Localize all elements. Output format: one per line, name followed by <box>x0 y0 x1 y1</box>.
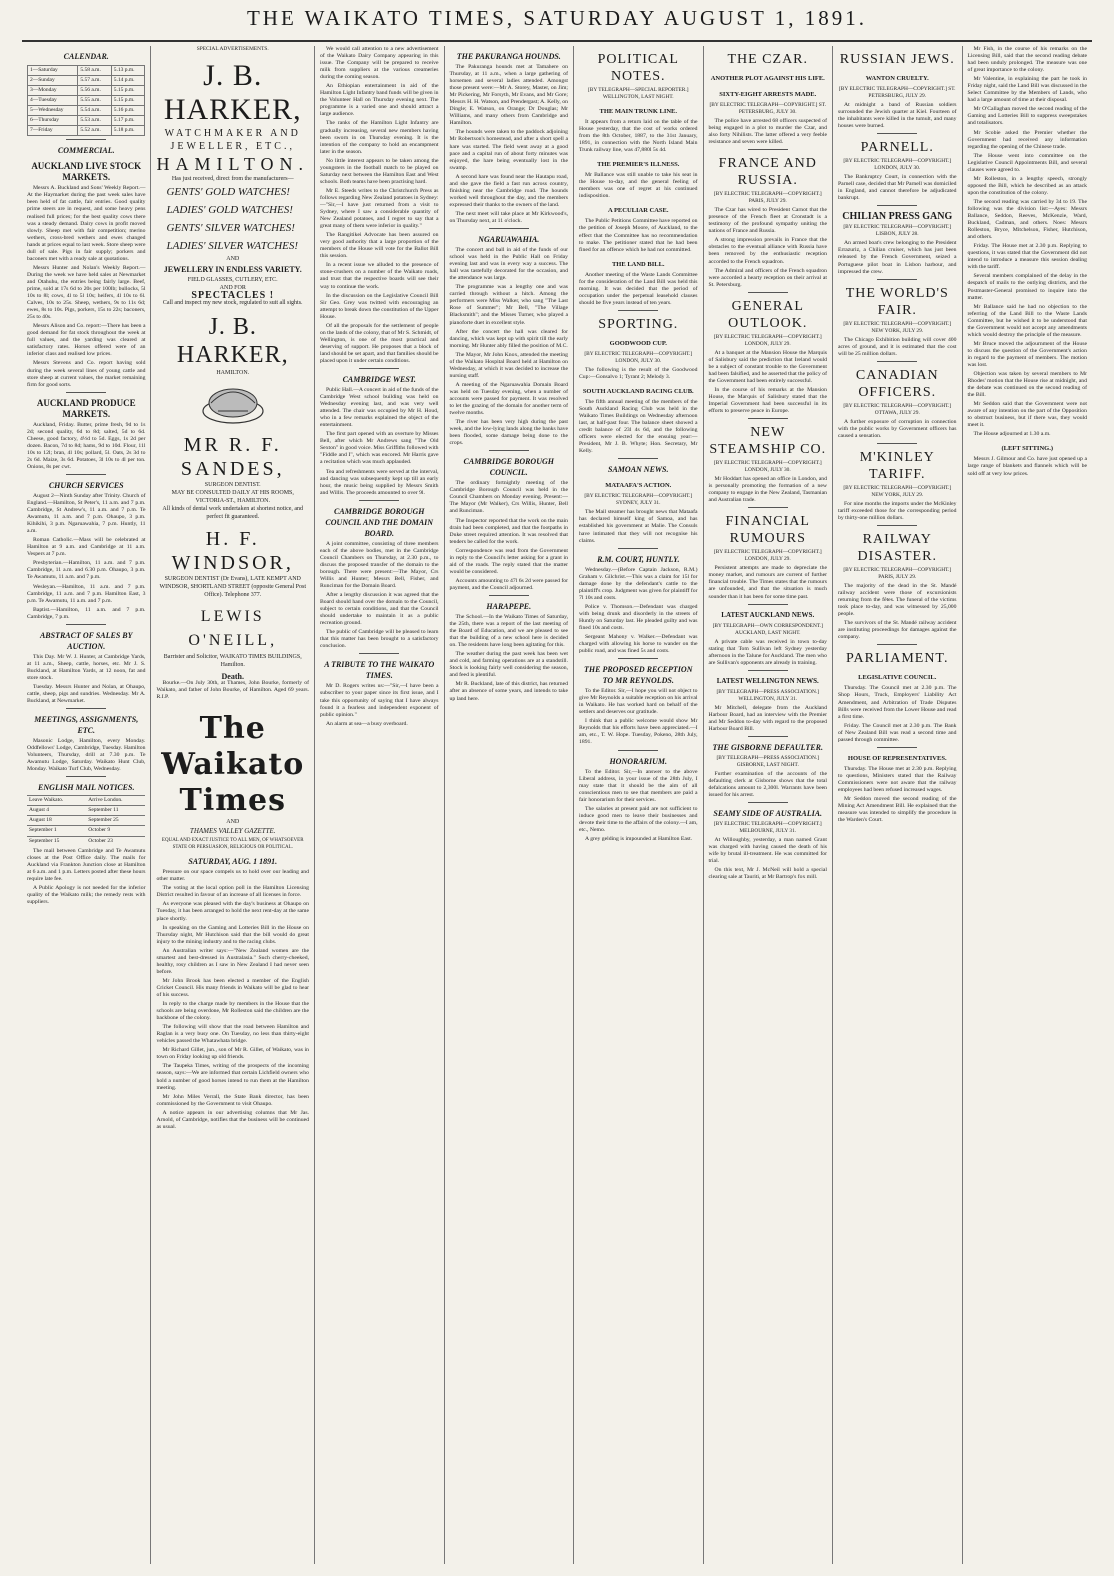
oneill-name: LEWIS O'NEILL, <box>188 608 278 650</box>
watchmaker-label: WATCHMAKER AND JEWELLER, ETC., <box>164 128 301 152</box>
windsor-name: H. F. WINDSOR, <box>171 528 294 575</box>
divider <box>66 708 106 709</box>
parnell-heading: PARNELL. <box>860 140 934 156</box>
watch-line: GENTS' SILVER WATCHES! <box>166 222 295 234</box>
borough-council-heading: CAMBRIDGE BOROUGH COUNCIL AND THE DOMAIN BOARD. <box>325 506 434 538</box>
divider <box>877 361 917 362</box>
divider <box>748 802 788 803</box>
divider <box>66 776 106 777</box>
financial-heading: FINANCIAL RUMOURS <box>725 514 810 547</box>
harker-advert: J. B. HARKER, WATCHMAKER AND JEWELLER, ETC., HAMILTON. Has just received, direct from the manufacturers— GENTS' GOLD WATCHES! LADIES' GOLD WATCHES! GENTS' SILVER WATCHES! LADIES' SILVER WATCHES! AND JEWELLERY IN ENDLESS VARIETY. FIELD GLASSES, CUTLERY, ETC. AND FOR SPECTACLES ! Call and inspect my new stock, regulated to suit all sights. J. B. HARKER, HAMILTON. MR R. F. SANDES, SURGEON DENTIST. MAY BE CONSULTED DAILY AT HIS ROOMS, VICTORIA-ST., HAMILTON. All kinds of dental work undertaken at shortest notice, and perfect fit guaranteed. H. F. WINDSOR, SURGEON DENTIST (Dr Evans), LATE KEMPT AND WINDSOR, SHORTLAND STREET (opposite General Post Office). Telephone 377. LEWIS O'NEILL, Barrister and Solicitor, WAIKATO TIMES BUILDINGS, Hamilton. Death. <box>156 59 309 682</box>
latest-auckland-heading: LATEST AUCKLAND NEWS. <box>721 610 815 619</box>
divider <box>877 644 917 645</box>
watch-line: GENTS' GOLD WATCHES! <box>166 186 290 198</box>
watch-line: LADIES' GOLD WATCHES! <box>166 204 293 216</box>
divider <box>748 292 788 293</box>
meetings-heading: MEETINGS, ASSIGNMENTS, ETC. <box>34 715 139 736</box>
france-russia-heading: FRANCE AND RUSSIA. <box>718 156 817 189</box>
divider <box>877 747 917 748</box>
mail-heading: ENGLISH MAIL NOTICES. <box>38 783 135 793</box>
divider <box>618 458 658 459</box>
divider <box>66 624 106 625</box>
divider <box>489 450 529 451</box>
railway-heading: RAILWAY DISASTER. <box>857 532 937 565</box>
divider <box>877 205 917 206</box>
divider <box>359 368 399 369</box>
czar-subheading: ANOTHER PLOT AGAINST HIS LIFE. <box>710 75 825 82</box>
arrests-heading: SIXTY-EIGHT ARRESTS MADE. <box>719 91 817 98</box>
divider <box>748 736 788 737</box>
ngaruawahia-heading: NGARUAWAHIA. <box>478 235 540 245</box>
gisborne-heading: THE GISBORNE DEFAULTER. <box>712 742 823 752</box>
cambridge-council-heading: CAMBRIDGE BOROUGH COUNCIL. <box>463 457 554 478</box>
paper-title: The Waikato Times <box>161 711 305 819</box>
goodwood-heading: GOODWOOD CUP. <box>609 339 667 347</box>
divider <box>748 604 788 605</box>
worlds-fair-heading: THE WORLD'S FAIR. <box>845 285 949 318</box>
wanton-heading: WANTON CRUELTY. <box>865 75 929 82</box>
watch-line: LADIES' SILVER WATCHES! <box>166 240 299 252</box>
cambridge-west-heading: CAMBRIDGE WEST. <box>342 375 416 385</box>
spectacles-label: SPECTACLES ! <box>191 290 275 301</box>
divider <box>489 595 529 596</box>
column-8: Mr Fish, in the course of his remarks on the Licensing Bill, said that the second reading debate had been unduly prolonged. The measure was one of great importance to the colony. Mr Valentine, in explaining the part he took in Friday night, said the Land Bill was discussed in the Select Committee by the Members of Lands, who had a large amount of time at their disposal. Mr O'Callaghan moved the second reading of the Gaming and Lotteries Bill to suppress sweepstakes and totalisators. Mr Scobie asked the Premier whether the Government had received any information regarding the opening of the Chinese trade. The House went into committee on the Legislative Council Appointments Bill, and several clauses were agreed to. Mr Rolleston, in a lengthy speech, strongly opposed the Bill, which he described as an attack upon the constitution of the colony. The second reading was carried by 34 to 19. The following was the division list:—Ayes: Messrs Ballance, Seddon, Reeves, McKenzie, Ward, Buckland, Cadman, and others. Noes: Messrs Rolleston, Bryce, Mitchelson, Fisher, Hutchison, and others. Friday. The House met at 2.30 p.m. Replying to questions, it was stated that the Government did not intend to introduce a measure this session dealing with the tariff. Several members complained of the delay in the despatch of mails to the outlying districts, and the Postmaster-General promised to inquire into the matter. Mr Ballance said he had no objection to the referring of the Land Bill to the Waste Lands Committee, but he wished it to be understood that the Government would not accept any amendments which would destroy the principle of the measure. Mr Bruce moved the adjournment of the House to discuss the question of the Government's action in regard to the payment of members. The motion was lost. Objection was taken by several members to Mr Rhodes' motion that the House rise at midnight, and the debate was continued on the second reading of the Bill. Mr Seddon said that the Government were not aware of any intention on the part of the Opposition to obstruct business, but if there was, they would meet it. The House adjourned at 1.30 a.m. (LEFT SITTING.) Messrs J. Gilmour and Co. have just opened up a large range of blankets and flannels which will be sold off at very low prices. <box>967 46 1087 477</box>
pakuranga-heading: THE PAKURANGA HOUNDS. <box>456 52 561 61</box>
column-1: CALENDAR. 1—Saturday 5.58 a.m. 5.13 p.m. 2—Sunday 5.57 a.m. 5.14 p.m. 3—Monday 5.56 a.m. 5.15 p.m. 4—Tuesday 5.55 a.m. 5.15 p.m. 5—Wednesday 5.54 a.m. 5.16 p.m. 6—Thursday 5.53 a.m. 5.17 p.m. 7—Friday 5.52 a.m. 5.18 p.m. COMMERCIAL. AUCKLAND LIVE STOCK MARKETS. Messrs A. Buckland and Sons' Weekly Report.—At the Haymarket during the past week sales have been held of fat cattle, fair entries. Good quality prime steers are in request, and some heavy pens realised full prices; for the best quality cows there was a steady demand. Dairy cows in profit moved slowly. Sheep met with fair competition; merino wethers, cross-bred wethers and ewes changed hands at prices equal to last week. Store sheep were dull of sale. Pigs in fair supply; porkers and baconers met with a ready sale at quotations. Messrs Hunter and Nolan's Weekly Report.—During the week we have held sales at Newmarket and Otahuhu, the entries being fairly large. Beef, prime, sold at 17s 6d to 20s per 100lb; bullocks, 5l 10s to 8l; cows, 4l to 5l 10s; heifers, 4l 10s to 6l. Calves, 10s to 25s. Sheep, wethers, 9s to 11s 6d; ewes, 8s to 10s. Pigs, porkers, 15s to 22s; baconers, 25s to 40s. Messrs Alison and Co. report:—There has been a good demand for fat stock throughout the week at full values, and the yarding was cleared at satisfactory rates. Horses offered were of an inferior class and realised low prices. Messrs Stevens and Co. report having sold during the week several lines of young cattle and store sheep at current values, the market remaining firm for good sorts. AUCKLAND PRODUCE MARKETS. Auckland, Friday. Butter, prime fresh, 9d to 1s 2d; second quality, 6d to 8d; salted, 5d to 6d. Cheese, good factory, 4½d to 5d. Eggs, 1s 2d per dozen. Bacon, 7d to 8d; hams, 9d to 10d. Flour, 11l 10s to 12l; bran, 4l 10s; pollard, 5l. Oats, 2s 3d to 2s 6d. Maize, 3s 6d. Potatoes, 3l 10s to 4l per ton. Onions, 8s per cwt. CHURCH SERVICES August 2—Ninth Sunday after Trinity. Church of England.—Hamilton, St Peter's, 11 a.m. and 7 p.m. Cambridge, St Andrew's, 11 a.m. and 7 p.m. Te Awamutu, 11 a.m. and 7 p.m. Ohaupo, 3 p.m. Kihikihi, 3 p.m. Ngaruawahia, 7 p.m. Huntly, 11 a.m. Roman Catholic.—Mass will be celebrated at Hamilton at 9 a.m. and Cambridge at 11 a.m. Vespers at 7 p.m. Presbyterian.—Hamilton, 11 a.m. and 7 p.m. Cambridge, 11 a.m. and 6.30 p.m. Ohaupo, 3 p.m. Te Awamutu, 11 a.m. and 7 p.m. Wesleyan.—Hamilton, 11 a.m. and 7 p.m. Cambridge, 11 a.m. and 7 p.m. Hamilton East, 3 p.m. Te Awamutu, 11 a.m. and 7 p.m. Baptist.—Hamilton, 11 a.m. and 7 p.m. Cambridge, 7 p.m. ABSTRACT OF SALES BY AUCTION. This Day. Mr W. J. Hunter, at Cambridge Yards, at 11 a.m., Sheep, cattle, horses, etc. Mr J. S. Buckland, at Hamilton Yards, at 12 noon, fat and store stock. Tuesday. Messrs Hunter and Nolan, at Ohaupo, cattle, sheep, pigs and sundries. Wednesday. Mr A. Buckland, at Newmarket. MEETINGS, ASSIGNMENTS, ETC. Masonic Lodge, Hamilton, every Monday. Oddfellows' Lodge, Cambridge, Tuesday. Hamilton Volunteers, Thursday, drill at 7.30 p.m. Te Awamutu Lodge, Saturday. Waikato Hunt Club, Monday. Waikato Turf Club, Wednesday. ENGLISH MAIL NOTICES. Leave Waikato. Arrive London. August 4 September 11 August 18 September 25 September 1 October 9 September 15 October 23 The mail between Cambridge and Te Awamutu closes at the Post Office daily. The mails for Auckland via Frankton Junction close at Hamilton at 6 a.m. and 1 p.m. Letters posted after these hours require late fee. A Public Apology is not needed for the inferior quality of the Waikato milk; the remedy rests with suppliers. <box>22 46 151 1564</box>
jewellery-label: JEWELLERY IN ENDLESS VARIETY. <box>163 265 302 274</box>
divider <box>748 507 788 508</box>
date-line: SATURDAY, AUG. 1 1891. <box>188 857 278 867</box>
column-6: THE CZAR. ANOTHER PLOT AGAINST HIS LIFE. SIXTY-EIGHT ARRESTS MADE. [BY ELECTRIC TELEGRAPH—COPYRIGHT.] ST. PETERSBURG, JULY 30. The police have arrested 68 officers suspected of being engaged in a plot to murder the Czar, and also forty Nihilists. The latter offered a very feeble resistance and seven were killed. FRANCE AND RUSSIA. [BY ELECTRIC TELEGRAPH—COPYRIGHT.] PARIS, JULY 29. The Czar has wired to President Carnot that the presence of the French fleet at Cronstadt is a testimony of the profound sympathy uniting the nations of France and Russia. A strong impression prevails in France that the obstacles to the eventual alliance with Russia have been removed by the enthusiastic reception accorded to the French squadron. The Admiral and officers of the French squadron were accorded a hearty reception on their arrival at St. Petersburg. GENERAL OUTLOOK. [BY ELECTRIC TELEGRAPH—COPYRIGHT.] LONDON, JULY 29. At a banquet at the Mansion House the Marquis of Salisbury said the prediction that Ireland would be a subject of constant trouble to the Government had been falsified, and he asserted that the policy of the Government had been entirely successful. In the course of his remarks at the Mansion House, the Marquis of Salisbury stated that the Imperial Government had been successful in its efforts to preserve peace in Europe. NEW STEAMSHIP CO. [BY ELECTRIC TELEGRAPH—COPYRIGHT.] LONDON, JULY 30. Mr Hoddart has opened an office in London, and is personally promoting the formation of a new company to engage in the New Zealand, Tasmanian and Australian trade. FINANCIAL RUMOURS [BY ELECTRIC TELEGRAPH—COPYRIGHT.] LONDON, JULY 29. Persistent attempts are made to depreciate the money market, and rumours are current of further financial trouble. The Times states that the rumours are unfounded, and that the situation is much sounder than it has been for some time past. LATEST AUCKLAND NEWS. [BY TELEGRAPH—OWN CORRESPONDENT.] AUCKLAND, LAST NIGHT. A private cable was received in town to-day stating that Tom Sullivan left Sydney yesterday afternoon in the Talune for Auckland. The men who are Sullivan's opponents are already in training. LATEST WELLINGTON NEWS. [BY TELEGRAPH—PRESS ASSOCIATION.] WELLINGTON, JULY 31. Mr Mitchell, delegate from the Auckland Harbour Board, had an interview with the Premier and Mr Seddon to-day with regard to the proposed Harbour Board Bill. THE GISBORNE DEFAULTER. [BY TELEGRAPH—PRESS ASSOCIATION.] GISBORNE, LAST NIGHT. Further examination of the accounts of the defaulting clerk at Gisborne shows that the total defalcations amount to 2,300l. Warrants have been issued for his arrest. SEAMY SIDE OF AUSTRALIA. [BY ELECTRIC TELEGRAPH—COPYRIGHT.] MELBOURNE, JULY 31. At Willoughby, yesterday, a man named Grant was charged with having caused the death of his wife by brutal ill-treatment. He was committed for trial. On this text, Mr J. McNeil will hold a special clearing sale at Tauriti, at Mr Bartrop's fox mill. <box>704 46 834 1564</box>
sandes-name: MR R. F. SANDES, <box>180 434 285 481</box>
masthead: THE WAIKATO TIMES, SATURDAY AUGUST 1, 1891. <box>246 6 868 30</box>
divider <box>877 443 917 444</box>
chilian-heading: CHILIAN PRESS GANG <box>842 211 953 223</box>
political-heading: POLITICAL NOTES. <box>597 52 679 84</box>
divider <box>748 670 788 671</box>
column-7: RUSSIAN JEWS. WANTON CRUELTY. [BY ELECTRIC TELEGRAPH—COPYRIGHT.] ST. PETERSBURG, JULY 29. At midnight a band of Russian soldiers surrounded the Jewish quarter at Kiel. Fourteen of the inhabitants were killed in the tumult, and many houses were burned. PARNELL. [BY ELECTRIC TELEGRAPH—COPYRIGHT.] LONDON, JULY 30. The Bankruptcy Court, in connection with the Parnell case, decided that Mr Parnell was domiciled in England, and cannot therefore be adjudicated bankrupt. CHILIAN PRESS GANG [BY ELECTRIC TELEGRAPH—COPYRIGHT.] LISBON, JULY 28. An armed boat's crew belonging to the President Errazuriz, a Chilian cruiser, which has just been released by the French Government, seized a Portuguese pilot boat in Lisbon harbour, and impressed the crew. THE WORLD'S FAIR. [BY ELECTRIC TELEGRAPH—COPYRIGHT.] NEW YORK, JULY 29. The Chicago Exhibition building will cover 400 acres of ground, and it is estimated that the cost will be 25 million dollars. CANADIAN OFFICERS. [BY ELECTRIC TELEGRAPH—COPYRIGHT.] OTTAWA, JULY 29. A further exposure of corruption in connection with the public works by Government officers has caused a sensation. M'KINLEY TARIFF. [BY ELECTRIC TELEGRAPH—COPYRIGHT.] NEW YORK, JULY 29. For nine months the imports under the McKinley tariff exceeded those for the corresponding period by thirty-one million dollars. RAILWAY DISASTER. [BY ELECTRIC TELEGRAPH—COPYRIGHT.] PARIS, JULY 29. The majority of the dead in the St. Mandé railway accident were those of excursionists returning from the fêtes. The funeral of the victims took place to-day, and was witnessed by 25,000 people. The survivors of the St. Mandé railway accident are instituting proceedings for damages against the company. PARLIAMENT. LEGISLATIVE COUNCIL. Thursday. The Council met at 2.30 p.m. The Shop Hours, Truck, Employers' Liability Act Amendment, and Arbitration of Trade Disputes Bills were received from the Lower House and read a first time. Friday. The Council met at 2.30 p.m. The Bank of New Zealand Bill was read a second time and passed through committee. HOUSE OF REPRESENTATIVES. Thursday. The House met at 2.30 p.m. Replying to questions, Ministers stated that the Railway Commissioners were not aware that the railway employees had been refused increased wages. Mr Seddon moved the second reading of the Mining Act Amendment Bill. He explained that the measure was intended to simplify the procedure in the Warden's Court. <box>833 46 963 1564</box>
calendar-heading: CALENDAR. <box>63 52 109 61</box>
calendar-table: 1—Saturday 5.58 a.m. 5.13 p.m. 2—Sunday 5.57 a.m. 5.14 p.m. 3—Monday 5.56 a.m. 5.15 p.m. 4—Tuesday 5.55 a.m. 5.15 p.m. 5—Wednesday 5.54 a.m. 5.16 p.m. 6—Thursday 5.53 a.m. 5.17 p.m. 7—Friday 5.52 a.m. 5.18 p.m. <box>27 65 145 136</box>
rm-court-heading: R.M. COURT, HUNTLY. <box>597 554 680 564</box>
general-outlook-heading: GENERAL OUTLOOK. <box>728 298 808 331</box>
left-sitting-label: (LEFT SITTING.) <box>1001 445 1054 453</box>
latest-wellington-heading: LATEST WELLINGTON NEWS. <box>716 676 819 685</box>
tribute-heading: A TRIBUTE TO THE WAIKATO TIMES. <box>324 660 435 681</box>
column-5: POLITICAL NOTES. [BY TELEGRAPH—SPECIAL REPORTER.] WELLINGTON, LAST NIGHT. THE MAIN TRUNK LINE. It appears from a return laid on the table of the House yesterday, that the cost of works ordered from the 8th October, 1887, to the 31st January, 1891, in connection with the North Island Main Trunk railway line, was 47,880l 5s 4d. THE PREMIER'S ILLNESS. Mr Ballance was still unable to take his seat in the House to-day, and the general feeling of members was one of regret at his continued indisposition. A PECULIAR CASE. The Public Petitions Committee have reported on the petition of Joseph Moore, of Auckland, to the effect that the Committee has no recommendation to make. The petitioner stated that he had been fined for an offence which he had not committed. THE LAND BILL. Another meeting of the Waste Lands Committee for the consideration of the Land Bill was held this morning. It was decided that the period of occupation under the perpetual leasehold clauses should be five years instead of ten years. SPORTING. GOODWOOD CUP. [BY ELECTRIC TELEGRAPH—COPYRIGHT.] LONDON, JULY 30. The following is the result of the Goodwood Cup:—Gonsalvo 1; Tyrant 2; Melody 3. SOUTH AUCKLAND RACING CLUB. The fifth annual meeting of the members of the South Auckland Racing Club was held in the Waikato Times Buildings on Wednesday afternoon last, at half-past four. The balance sheet showed a credit balance of 23l 4s 6d, and the following officers were elected for the ensuing year:—President, Mr J. B. Whyte; Hon. Secretary, Mr Kelly. SAMOAN NEWS. MATAAFA'S ACTION. [BY ELECTRIC TELEGRAPH—COPYRIGHT.] SYDNEY, JULY 31. The Mail steamer has brought news that Mataafa has declared himself king of Samoa, and has established his government at Malie. The Consuls have intimated that they will not recognise his claims. R.M. COURT, HUNTLY. Wednesday.—(Before Captain Jackson, R.M.) Graham v. Gilchrist.—This was a claim for 15l for damage done by the defendant's cattle to the plaintiff's crop. Judgment was given for plaintiff for 7l 10s and costs. Police v. Thomson.—Defendant was charged with being drunk and disorderly in the streets of Huntly on Saturday last. He pleaded guilty and was fined 10s and costs. Sergeant Mahony v. Walker.—Defendant was charged with allowing his horse to wander on the public road, and was fined 5s and costs. THE PROPOSED RECEPTION TO MR REYNOLDS. To the Editor. Sir,—I hope you will not object to give Mr Reynolds a suitable reception on his arrival in Waikato. He has worked hard on behalf of the settlers and deserves our gratitude. I think that a public welcome would show Mr Reynolds that his efforts have been appreciated.—I am, etc., T. W. Hope. Tuesday, Pokeno, 28th July, 1891. HONORARIUM. To the Editor. Sir,—In answer to the above Liberal address, in your issue of the 28th July, I may state that it should be the aim of all conscientious men to see that members are paid a fair honorarium for their services. The salaries at present paid are not sufficient to induce good men to leave their businesses and devote their time to the affairs of the colony.—I am, etc., Nemo. A grey gelding is impounded at Hamilton East. <box>574 46 704 1564</box>
columns <box>22 46 1092 1564</box>
seamy-heading: SEAMY SIDE OF AUSTRALIA. <box>713 809 823 819</box>
divider <box>877 525 917 526</box>
sandes-sub: SURGEON DENTIST. <box>204 482 261 489</box>
column-4: THE PAKURANGA HOUNDS. The Pakuranga hounds met at Tamahere on Thursday, at 11 a.m., when a large gathering of horsemen and several ladies attended. Amongst those present were:—Mr A. Storey, Master, on Jim; Mr Pickering, Mr Forsyth, Mr Evans, and Mr Gore; Messrs H. H. Watson, and Prendergast; A. Kelly, on Dingle; E. Watson, on Orange; Dr Douglas; Mr Williams, and many others from Cambridge and Hamilton. The hounds were taken to the paddock adjoining Mr Robertson's homestead, and after a short spell a hare was started. The field went away at a good pace and a capital run of about forty minutes was enjoyed, the hare being eventually lost in the swamp. A second hare was found near the Hautapu road, and she gave the field a fast run across country, finishing near the Cambridge road. The hounds worked well throughout the day, and the members expressed their thanks to the owners of the land. The next meet will take place at Mr Kirkwood's, on Thursday next, at 11 o'clock. NGARUAWAHIA. The concert and ball in aid of the funds of our school was held in the Public Hall on Friday evening last and was in every way a success. The hall was tastefully decorated for the occasion, and the attendance was large. The programme was a lengthy one and was carried through without a hitch. Among the performers were Miss Walker, who sang "The Last Rose of Summer"; Mr Bell, "The Village Blacksmith"; and the Misses Turner, who played a pianoforte duet in excellent style. After the concert the hall was cleared for dancing, which was kept up with spirit till the early morning. Mr Hunter ably filled the position of M.C. The Mayor, Mr John Knox, attended the meeting of the Waikato Hospital Board held at Hamilton on Wednesday, at which it was decided to increase the nursing staff. A meeting of the Ngaruawahia Domain Board was held on Tuesday evening, when a number of accounts were passed for payment. It was resolved to let the grazing of the domain for another term of twelve months. The river has been very high during the past week, and the low-lying lands along the banks have been flooded, some damage being done to the crops. CAMBRIDGE BOROUGH COUNCIL. The ordinary fortnightly meeting of the Cambridge Borough Council was held in the Council Chambers on Monday evening. Present:—The Mayor (Mr Walker), Crs Willis, Hunter, Bell and Runciman. The Inspector reported that the work on the main drain had been completed, and that the footpaths in Duke street required attention. It was resolved that tenders be called for the work. Correspondence was read from the Government in reply to the Council's letter asking for a grant in aid of the roads. The reply stated that the matter would be considered. Accounts amounting to 47l 6s 2d were passed for payment, and the Council adjourned. HARAPEPE. The School.—In the Waikato Times of Saturday, the 25th, there was a report of the last meeting of the Board of Education, and we are pleased to see that the building of a new school here is decided on. The residents have long been agitating for this. The weather during the past week has been wet and cold, and farming operations are at a standstill. Stock is looking fairly well considering the season, and feed is plentiful. Mr R. Buckland, late of this district, has returned after an absence of some years, and intends to take up land here. <box>445 46 575 1564</box>
harapepe-heading: HARAPEPE. <box>486 602 532 611</box>
divider <box>618 750 658 751</box>
abstract-heading: ABSTRACT OF SALES BY AUCTION. <box>39 630 133 651</box>
hamilton-label: HAMILTON. <box>156 154 309 174</box>
samoan-heading: SAMOAN NEWS. <box>608 465 669 475</box>
divider <box>359 653 399 654</box>
auckland-market-heading: AUCKLAND LIVE STOCK MARKETS. <box>31 161 142 183</box>
house-reps-heading: HOUSE OF REPRESENTATIVES. <box>847 754 947 762</box>
proposed-reception-heading: THE PROPOSED RECEPTION TO MR REYNOLDS. <box>584 665 693 686</box>
divider <box>877 133 917 134</box>
divider <box>359 500 399 501</box>
produce-heading: AUCKLAND PRODUCE MARKETS. <box>36 397 136 419</box>
harker-name: J. B. HARKER, <box>163 59 302 126</box>
sporting-heading: SPORTING. <box>598 316 679 332</box>
column-2: SPECIAL ADVERTISEMENTS. J. B. HARKER, WATCHMAKER AND JEWELLER, ETC., HAMILTON. Has just received, direct from the manufacturers— GENTS' GOLD WATCHES! LADIES' GOLD WATCHES! GENTS' SILVER WATCHES! LADIES' SILVER WATCHES! AND JEWELLERY IN ENDLESS VARIETY. FIELD GLASSES, CUTLERY, ETC. AND FOR SPECTACLES ! Call and inspect my new stock, regulated to suit all sights. J. B. HARKER, HAMILTON. MR R. F. SANDES, SURGEON DENTIST. MAY BE CONSULTED DAILY AT HIS ROOMS, VICTORIA-ST., HAMILTON. All kinds of dental work undertaken at shortest notice, and perfect fit guaranteed. H. F. WINDSOR, SURGEON DENTIST (Dr Evans), LATE KEMPT AND WINDSOR, SHORTLAND STREET (opposite General Post Office). Telephone 377. LEWIS O'NEILL, Barrister and Solicitor, WAIKATO TIMES BUILDINGS, Hamilton. Death. Bourke.—On July 30th, at Thames, John Bourke, formerly of Waikato, and father of John Bourke, of Hamilton. Aged 69 years. R.I.P. The Waikato Times AND THAMES VALLEY GAZETTE. EQUAL AND EXACT JUSTICE TO ALL MEN, OF WHATSOEVER STATE OR PERSUASION, RELIGIOUS OR POLITICAL. SATURDAY, AUG. 1 1891. Pressure on our space compels us to hold over our leading and other matter. The voting at the local option poll in the Hamilton Licensing District resulted in favour of an increase of all licenses in force. As everyone was pleased with the day's business at Ohaupo on Tuesday, it has been arranged to hold the next rent-day at the same place shortly. In speaking on the Gaming and Lotteries Bill in the House on Thursday night, Mr Hutchison said that the bill would do great injury to the mining industry and to the racing clubs. An Australian writer says:—"New Zealand women are the smartest and best-dressed in Australasia." Such cherry-cheeked, healthy, rosy children as I saw in New Zealand I had never seen before. Mr John Brook has been elected a member of the English Cricket Council. His many friends in Waikato will be glad to hear of his success. In reply to the charge made by members in the House that the schools are being overdone, Mr Rolleston said the children are the backbone of the colony. The following will show that the road between Hamilton and Raglan is a very busy one. On Tuesday, no less than thirty-eight vehicles passed the Whatawhata bridge. Mr Richard Gillet, jun., son of Mr R. Gillet, of Waikato, was in town on Friday looking up old friends. The Taupeka Times, writing of the prospects of the incoming season, says:—We are informed that certain Lichfield owners who hold a number of good horses intend to run them at the Hamilton meeting. Mr John Miles Verrall, the State Bank director, has been commissioned by the Government to visit Ohaupo. A notice appears in our advertising columns that Mr Jas. Arnold, of Cambridge, notifies that the business will be continued as usual. <box>151 46 315 1564</box>
harker-name-2: J. B. HARKER, <box>176 314 289 369</box>
parliament-heading: PARLIAMENT. <box>846 651 949 667</box>
mckinley-heading: M'KINLEY TARIFF. <box>859 449 935 482</box>
canadian-heading: CANADIAN OFFICERS. <box>855 367 939 400</box>
gazette-label: THAMES VALLEY GAZETTE. <box>189 827 276 836</box>
special-ads-heading: SPECIAL ADVERTISEMENTS. <box>196 46 269 52</box>
divider <box>66 392 106 393</box>
divider <box>618 310 658 311</box>
divider <box>618 658 658 659</box>
legislative-heading: LEGISLATIVE COUNCIL. <box>858 674 937 682</box>
masthead-rule <box>22 40 1092 42</box>
commercial-heading: COMMERCIAL. <box>57 146 115 156</box>
divider <box>748 149 788 150</box>
mataafa-heading: MATAAFA'S ACTION. <box>605 482 672 490</box>
russian-jews-heading: RUSSIAN JEWS. <box>839 52 955 67</box>
divider <box>877 279 917 280</box>
column-3: We would call attention to a new advertisement of the Waikato Dairy Company appearing in this issue. The Company will be prepared to receive milk from suppliers at the various creameries during the coming season. An Ethiopian entertainment in aid of the Hamilton Light Infantry band funds will be given in the Volunteer Hall on Thursday evening next. The programme is a varied one and should attract a large audience. The ranks of the Hamilton Light Infantry are gradually increasing, several new members having been sworn in on Thursday evening. It is the intention of the company to hold an encampment later in the season. No little interest appears to be taken among the youngsters in the football match to be played on Saturday next between the Hamilton East and West schools. Both teams have been practising hard. Mr E. Steeds writes to the Christchurch Press as follows regarding New Zealand potatoes in Sydney:—"Sir,—I have just returned from a visit to Sydney, where I saw a considerable quantity of New Zealand potatoes, and I regret to say that a great many of them were inferior in quality." The Rangitikei Advocate has been assured on very good authority that a large proportion of the members of the House will vote for the Ballot Bill this session. In a recent issue we alluded to the presence of stone-crushers on a number of the Waikato roads, and trust that the respective boards will see their way to continue the work. In the discussion on the Legislative Council Bill Sir Geo. Grey was twitted with encouraging an attempt to break down the constitution of the Upper House. Of all the proposals for the settlement of people on the lands of the colony, that of Mr S. Schmidt, of Wellington, is one of the most practical and deserving of support. He proposes that a block of land should be set apart, and that families should be placed upon it under certain conditions. CAMBRIDGE WEST. Public Hall.—A concert in aid of the funds of the Cambridge West school building was held on Wednesday evening last, and was very well attended. The chair was occupied by Mr H. Houd, who in a few remarks explained the object of the entertainment. The first part opened with an overture by Misses Bell, after which Mr Andrews sang "The Old Sexton" in good voice. Miss Griffiths followed with "Fiddle and I", which was encored. Mr Harris gave a recitation which was much applauded. Tea and refreshments were served at the interval, and dancing was subsequently kept up till an early hour, the music being supplied by Messrs Smith and Willis. The proceeds amounted to over 9l. CAMBRIDGE BOROUGH COUNCIL AND THE DOMAIN BOARD. A joint committee, consisting of three members each of the above bodies, met in the Cambridge Council Chambers on Thursday, at 2.30 p.m., to discuss the proposed transfer of the domain to the borough. There were present:—The Mayor, Crs Willis and Hunter; Messrs Bell, Fisher, and Runciman for the Domain Board. After a lengthy discussion it was agreed that the Board should hand over the domain to the Council, subject to certain conditions, and that the Council should undertake to maintain it as a public recreation ground. The public of Cambridge will be pleased to learn that this matter has been brought to a satisfactory conclusion. A TRIBUTE TO THE WAIKATO TIMES. Mr D. Rogers writes us:—"Sir,—I have been a subscriber to your paper since its first issue, and I take this opportunity of saying that I have always found it a fearless and independent exponent of public opinion." An alarm at sea—a busy overboard. <box>315 46 445 1564</box>
church-heading: CHURCH SERVICES <box>48 480 124 490</box>
divider <box>489 228 529 229</box>
honorarium-heading: HONORARIUM. <box>609 756 668 766</box>
divider <box>66 474 106 475</box>
new-steamship-heading: NEW STEAMSHIP CO. <box>709 425 827 458</box>
divider <box>748 418 788 419</box>
mail-table: Leave Waikato. Arrive London. August 4 September 11 August 18 September 25 September 1 October 9 September 15 October 23 <box>27 795 145 845</box>
death-heading: Death. <box>221 672 244 682</box>
spectacles-illustration <box>188 381 278 427</box>
divider <box>618 548 658 549</box>
czar-heading: THE CZAR. <box>727 52 809 67</box>
divider <box>66 139 106 140</box>
